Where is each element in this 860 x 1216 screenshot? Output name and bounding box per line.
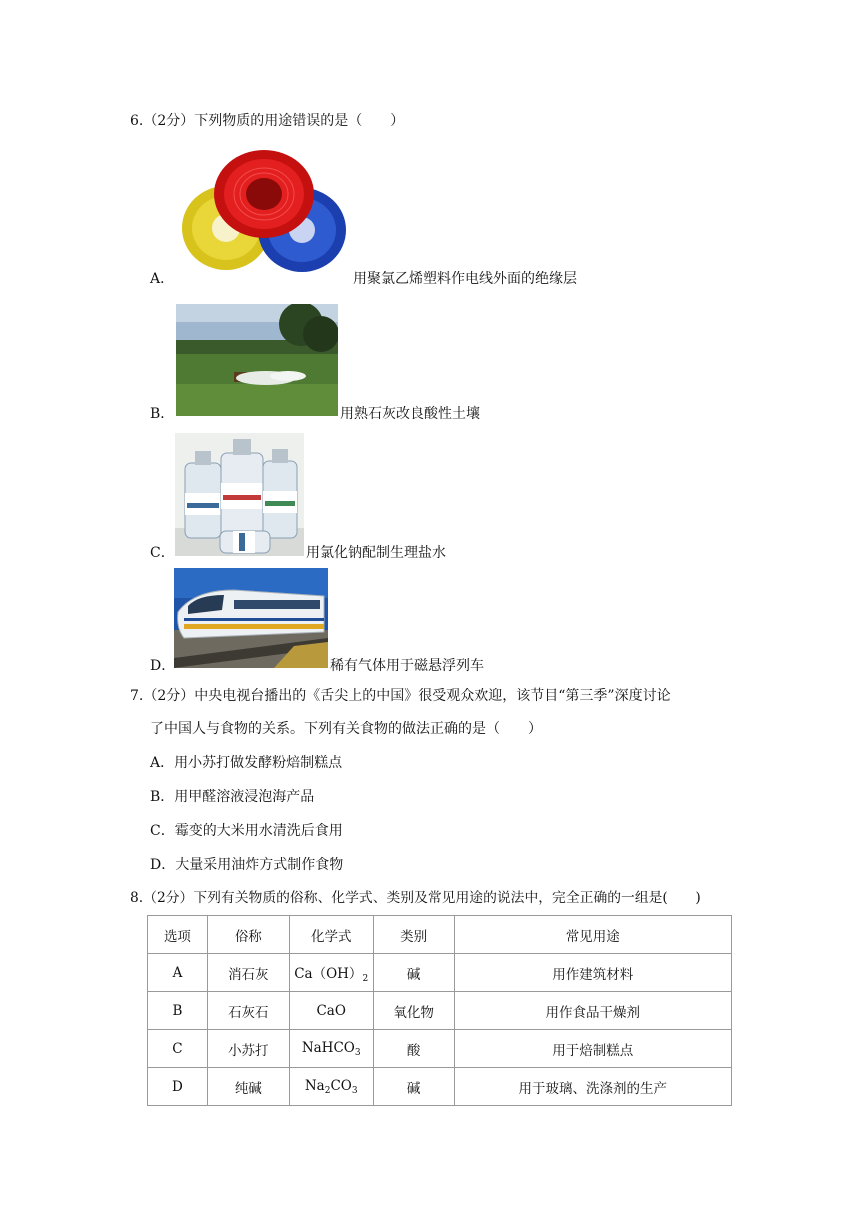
option-7c: C．霉变的大米用水清洗后食用 [150,823,343,839]
option-cell: B [148,992,208,1030]
table-header-row [148,916,732,954]
question-7-stem-line1: 7.（2分）中央电视台播出的《舌尖上的中国》很受观众欢迎，该节目“第三季”深度讨论 [130,688,671,704]
category-cell: 氧化物 [373,992,454,1030]
maglev-train-image [174,568,328,668]
common-name-cell: 消石灰 [207,954,289,992]
question-6-stem: 6.（2分）下列物质的用途错误的是（ ） [130,113,405,129]
use-cell: 用于玻璃、洗涤剂的生产 [454,1068,731,1106]
option-cell: A [148,954,208,992]
option-6d-letter: D． [150,658,176,674]
table-row [148,1030,732,1068]
formula-cell: CaO [289,992,373,1030]
formula-cell: NaHCO$_3$ [289,1030,373,1068]
option-6b-letter: B． [150,406,175,422]
option-7d: D．大量采用油炸方式制作食物 [150,857,344,873]
question-7-stem-line2: 了中国人与食物的关系。下列有关食物的做法正确的是（ ） [150,721,542,737]
option-7b: B．用甲醛溶液浸泡海产品 [150,789,315,805]
option-6c-text: 用氯化钠配制生理盐水 [306,545,446,561]
formula-cell: $Na_2CO_3$ [289,1068,373,1106]
option-6b-text: 用熟石灰改良酸性土壤 [340,406,480,422]
use-cell: 用作食品干燥剂 [454,992,731,1030]
table-header-cell: 俗称 [207,916,289,954]
question-8-table [147,915,732,1106]
option-6a-letter: A． [150,271,175,287]
common-name-cell: 纯碱 [207,1068,289,1106]
option-cell: C [148,1030,208,1068]
saline-bottles-image [175,433,304,556]
category-cell: 碱 [373,1068,454,1106]
table-header-cell: 常见用途 [454,916,731,954]
option-6d-text: 稀有气体用于磁悬浮列车 [330,658,484,674]
common-name-cell: 小苏打 [207,1030,289,1068]
formula-cell: $Ca(OH)_2$ [289,954,373,992]
option-6a-text: 用聚氯乙烯塑料作电线外面的绝缘层 [353,271,577,287]
table-header-cell: 选项 [148,916,208,954]
category-cell: 碱 [373,954,454,992]
category-cell: 酸 [373,1030,454,1068]
use-cell: 用于焙制糕点 [454,1030,731,1068]
common-name-cell: 石灰石 [207,992,289,1030]
option-cell: D [148,1068,208,1106]
wire-coils-image [178,146,350,274]
table-row [148,992,732,1030]
table-header-cell: 化学式 [289,916,373,954]
use-cell: 用作建筑材料 [454,954,731,992]
table-header-cell: 类别 [373,916,454,954]
option-7a: A．用小苏打做发酵粉焙制糕点 [150,755,343,771]
table-row [148,954,732,992]
option-6c-letter: C． [150,545,175,561]
question-8-stem: 8.（2分）下列有关物质的俗称、化学式、类别及常见用途的说法中，完全正确的一组是( ) [130,890,701,906]
table-row [148,1068,732,1106]
field-spraying-image [176,304,338,416]
